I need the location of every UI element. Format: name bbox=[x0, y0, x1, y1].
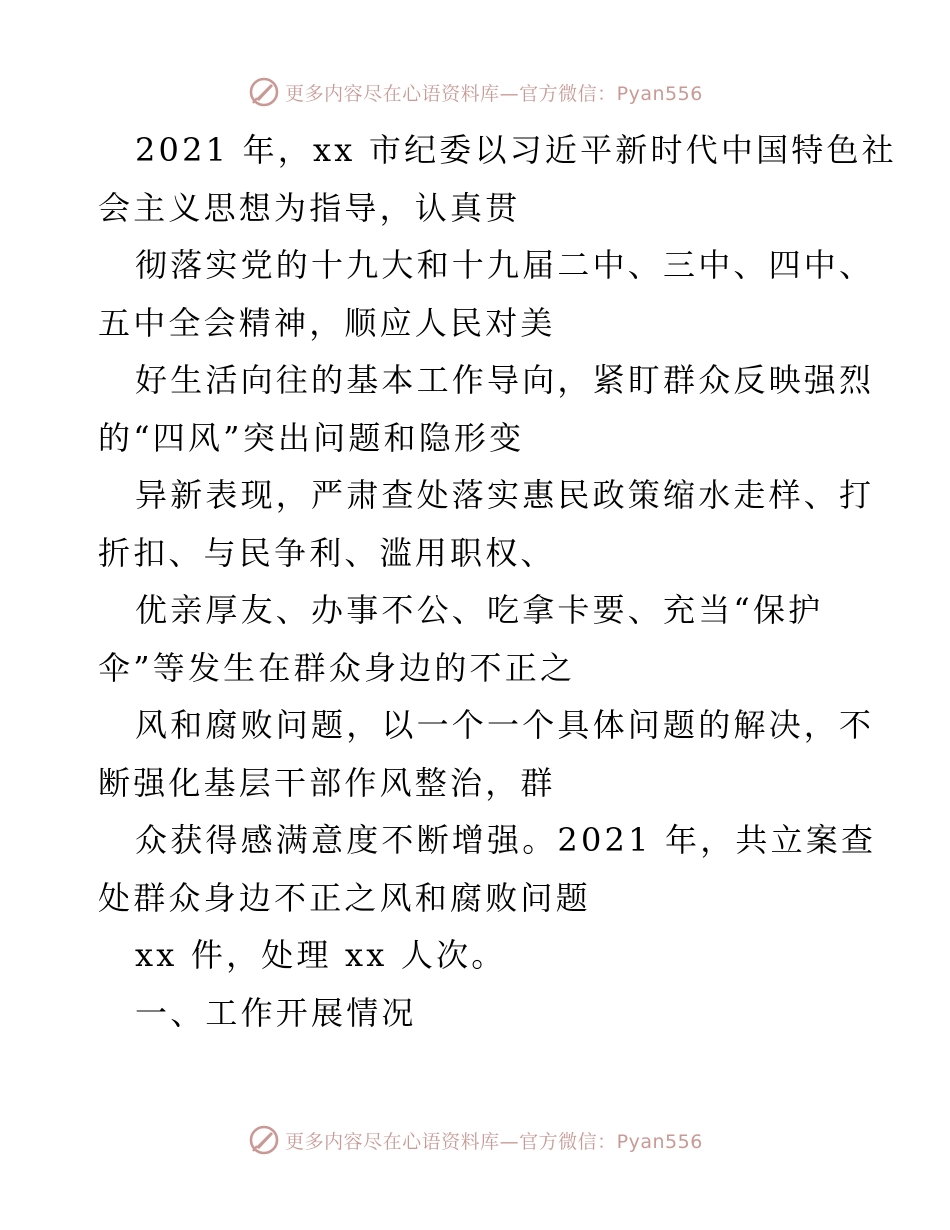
paragraph-line: 异新表现，严肃查处落实惠民政策缩水走样、打 bbox=[135, 476, 875, 514]
paragraph-line: 伞”等发生在群众身边的不正之 bbox=[98, 648, 576, 687]
watermark-text: 更多内容尽在心语资料库—官方微信：Pyan556 bbox=[285, 1130, 703, 1153]
paragraph-line: 的“四风”突出问题和隐形变 bbox=[98, 418, 525, 457]
document-body bbox=[98, 122, 897, 1042]
paragraph-line: 彻落实党的十九大和十九届二中、三中、四中、 bbox=[135, 246, 875, 284]
paragraph-line: 会主义思想为指导，认真贯 bbox=[98, 188, 521, 227]
paragraph-line: 优亲厚友、办事不公、吃拿卡要、充当“保护 bbox=[135, 591, 824, 629]
header-watermark bbox=[0, 70, 950, 114]
watermark-text: 更多内容尽在心语资料库—官方微信：Pyan556 bbox=[285, 82, 703, 105]
paragraph-line: 折扣、与民争利、滥用职权、 bbox=[98, 533, 556, 572]
footer-watermark bbox=[0, 1118, 950, 1162]
paragraph-line: 处群众身边不正之风和腐败问题 bbox=[98, 878, 591, 917]
paragraph-line: 2021 年，xx 市纪委以习近平新时代中国特色社 bbox=[135, 131, 897, 169]
quill-circle-logo-icon bbox=[247, 75, 281, 109]
paragraph-line: 风和腐败问题，以一个一个具体问题的解决，不 bbox=[135, 706, 875, 744]
section-heading: 一、工作开展情况 bbox=[135, 993, 417, 1032]
quill-circle-logo-icon bbox=[247, 1123, 281, 1157]
paragraph-line: xx 件，处理 xx 人次。 bbox=[135, 936, 507, 974]
paragraph-line: 众获得感满意度不断增强。2021 年，共立案查 bbox=[135, 821, 877, 859]
paragraph-line: 断强化基层干部作风整治，群 bbox=[98, 763, 556, 802]
paragraph-line: 好生活向往的基本工作导向，紧盯群众反映强烈 bbox=[135, 361, 875, 399]
paragraph-line: 五中全会精神，顺应人民对美 bbox=[98, 303, 556, 342]
